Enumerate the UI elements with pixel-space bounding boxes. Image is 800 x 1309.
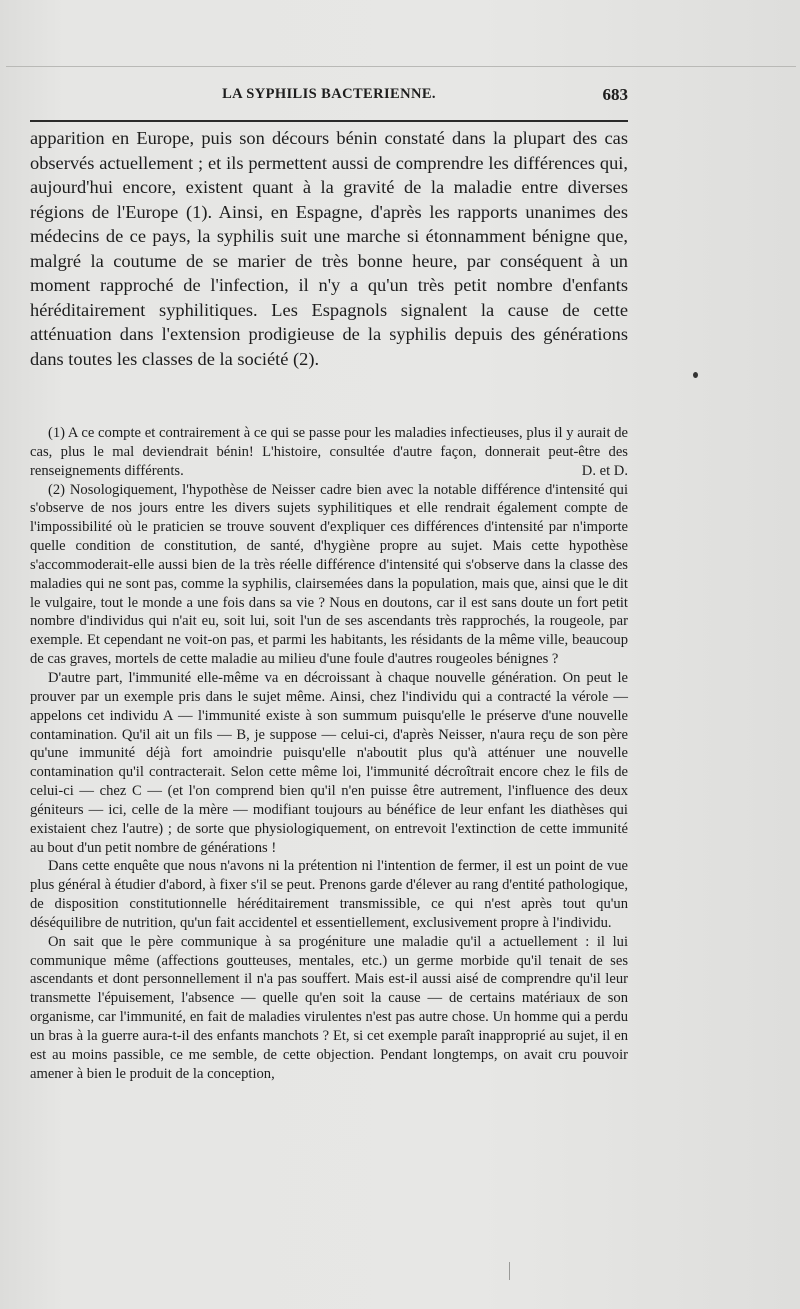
page-number: 683 <box>602 85 628 104</box>
scan-edge-rule <box>6 66 796 67</box>
footnote-paragraph-5: On sait que le père communique à sa progéniture une maladie qu'il a actuellement : il lui communique même (affections goutteuses, mentales, etc.) un germe morbide qu'il tenait de ses ascendants et dont personnellement il n'a pas souffert. Mais est-il aussi aisé de comprendre qu'il leur transmette l'épuisement, l'absence — quelle qu'en soit la cause — de certains matériaux de son organisme, car l'immunité, en fait de maladies virulentes n'est pas autre chose. Un homme qui a perdu un bras à la guerre aura-t-il des enfants manchots ? Et, si cet exemple paraît inapproprié au sujet, il en est au moins passible, ce me semble, de cette objection. Pendant longtemps, on avait cru pouvoir amener à bien le produit de la conception, <box>30 933 628 1082</box>
ink-dot-mark <box>693 372 698 378</box>
header-rule <box>30 120 628 122</box>
footnotes <box>30 424 628 1084</box>
footnote-1-signature: D. et D. <box>581 462 628 479</box>
page-mark-line <box>509 1262 510 1280</box>
running-header <box>30 86 628 110</box>
footnote-1 <box>30 424 628 481</box>
footnote-1-text: (1) A ce compte et contrairement à ce qui se passe pour les maladies infectieuses, plus il y aurait de cas, plus le mal deviendrait bénin! L'histoire, consultée d'autre façon, donnerait peut-être des renseignements différents. <box>30 425 628 479</box>
footnote-2: (2) Nosologiquement, l'hypothèse de Neisser cadre bien avec la notable différence d'intensité qui s'observe de nos jours entre les divers sujets syphilitiques et elle rendrait également compte de l'impossibilité où le praticien se trouve souvent d'expliquer ces différences d'intensité par n'importe quelle condition de constitution, de santé, d'hygiène propre au sujet. Mais cette hypothèse s'accommoderait-elle aussi bien de la très réelle différence d'intensité qui s'observe dans la classe des maladies qui ne sont pas, comme la syphilis, clairsemées dans la population, mais que, ainsi que le dit le vulgaire, tout le monde a une fois dans sa vie ? Nous en doutons, car il est sans doute un fort petit nombre d'individus qui n'ait eu, soit lui, soit l'un de ses ascendants très rapprochés, la rougeole, par exemple. Et cependant ne voit-on pas, et parmi les habitants, les résidants de la même ville, beaucoup de cas graves, mortels de cette maladie au milieu d'une foule d'autres rougeoles bénignes ? <box>30 481 628 668</box>
running-title: LA SYPHILIS BACTERIENNE. <box>222 86 436 102</box>
footnote-paragraph-3: D'autre part, l'immunité elle-même va en décroissant à chaque nouvelle génération. On peut le prouver par un exemple pris dans le sujet même. Ainsi, chez l'individu qui a contracté la vérole — appelons cet individu A — l'immunité existe à son summum puisqu'elle le préserve d'une nouvelle contamination. Qu'il ait un fils — B, je suppose — celui-ci, d'après Neisser, n'aura reçu de son père qu'une immunité déjà fort amoindrie puisqu'elle n'aboutit plus qu'à atténuer une nouvelle contamination qu'il contracterait. Selon cette même loi, l'immunité décroîtrait encore chez le fils de celui-ci — chez C — (et l'on comprend bien qu'il n'en puisse être autrement, l'influence des deux géniteurs — ici, celle de la mère — modifiant toujours au bénéfice de leur enfant les diathèses qui existaient chez l'autre) ; de sorte que physiologiquement, on entrevoit l'extinction de cette immunité au bout d'un petit nombre de générations ! <box>30 669 628 856</box>
main-paragraph: apparition en Europe, puis son décours bénin constaté dans la plupart des cas observés actuellement ; et ils permettent aussi de comprendre les différences qui, aujourd'hui encore, existent quant à la gravité de la maladie entre diverses régions de l'Europe (1). Ainsi, en Espagne, d'après les rapports unanimes des médecins de ce pays, la syphilis suit une marche si étonnamment bénigne que, malgré la coutume de se marier de très bonne heure, par conséquent à un moment rapproché de l'infection, il n'y a qu'un très petit nombre d'enfants héréditairement syphilitiques. Les Espagnols signalent la cause de cette atténuation dans l'extension prodigieuse de la syphilis depuis des générations dans toutes les classes de la société (2). <box>30 128 628 369</box>
main-text <box>30 126 628 371</box>
footnote-paragraph-4: Dans cette enquête que nous n'avons ni la prétention ni l'intention de fermer, il est un point de vue plus général à étudier d'abord, à fixer s'il se peut. Prenons garde d'élever au rang d'entité pathologique, de disposition constitutionnelle héréditairement transmissible, ce qui n'est après tout qu'un déséquilibre de nutrition, qu'un fait accidentel et essentiellement, exclusivement propre à l'individu. <box>30 858 628 931</box>
